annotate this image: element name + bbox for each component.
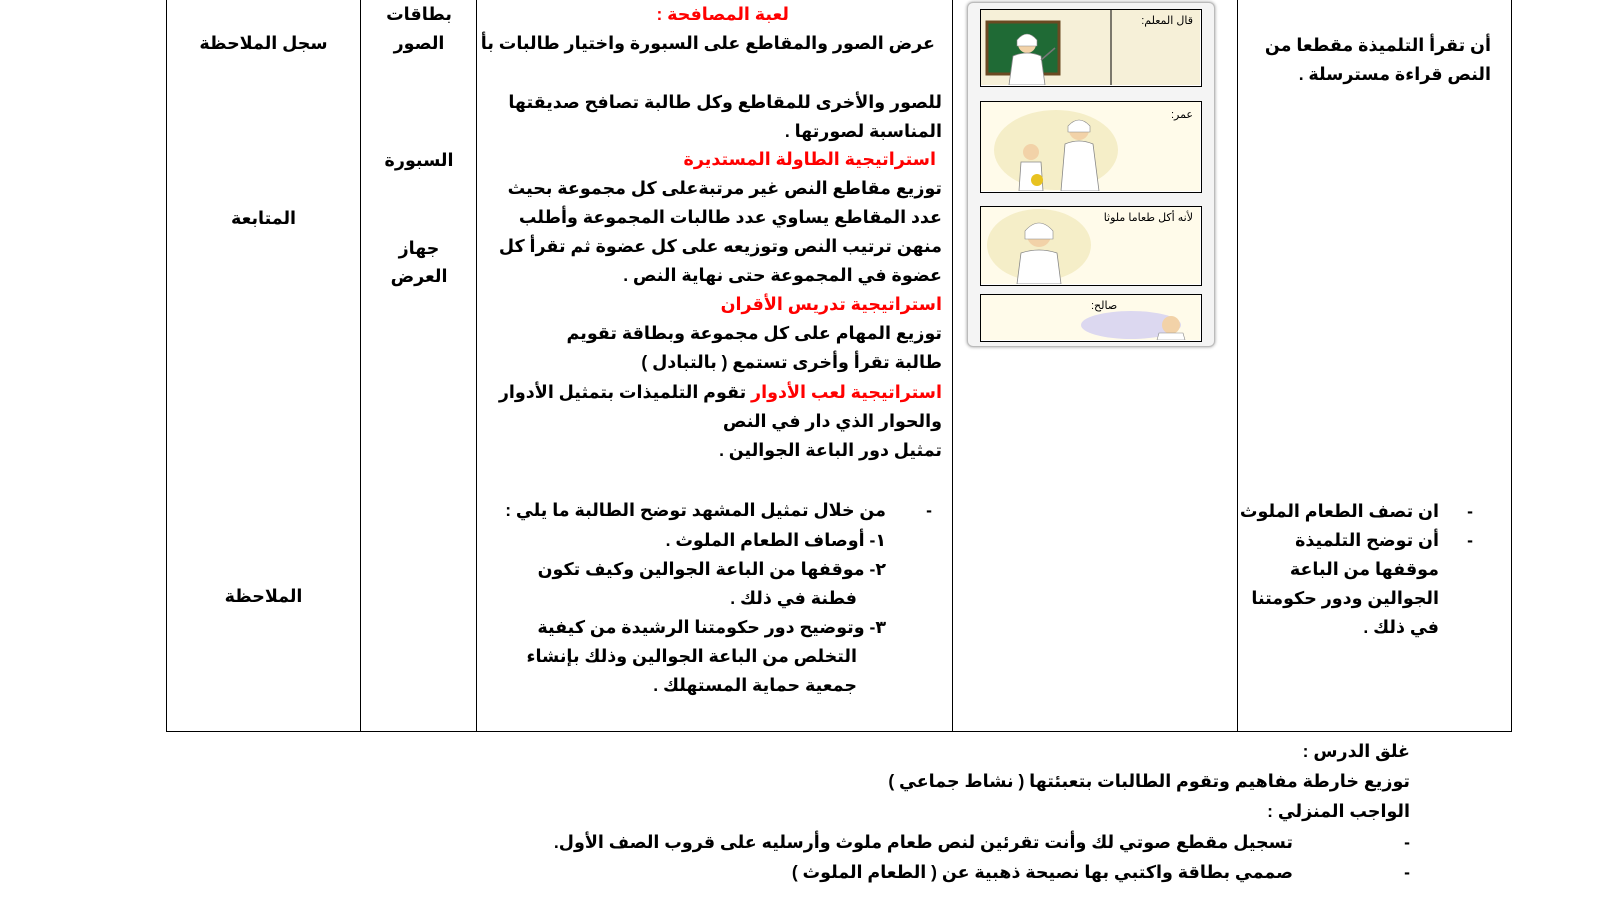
- procedures-column: [476, 0, 952, 731]
- tools-projector-line1: جهاز: [398, 238, 440, 258]
- tools-projector-line2: العرض: [390, 266, 448, 286]
- peer-teaching-line-2: طالبة تقرأ وأخرى تستمع ( بالتبادل ): [641, 352, 942, 372]
- closing-activity: توزيع خارطة مفاهيم وتقوم الطالبات بتعبئتها ( نشاط جماعي ): [888, 771, 1410, 791]
- scene-point-3-line-2: التخلص من الباعة الجوالين وذلك بإنشاء: [526, 646, 857, 666]
- story-frame-4: [980, 294, 1202, 342]
- game-line-3: المناسبة لصورتها .: [784, 121, 942, 141]
- objective-3-line-3: الجوالين ودور حكومتنا: [1251, 588, 1439, 608]
- roleplay-line-1-rest: تقوم التلميذات بتمثيل الأدوار: [498, 382, 752, 402]
- objective-3-line-1: أن توضح التلميذة: [1295, 530, 1439, 550]
- closing-title: غلق الدرس :: [1302, 741, 1410, 761]
- game-line-2: للصور والأخرى للمقاطع وكل طالبة تصافح صديقتها: [508, 92, 942, 112]
- followup-label: المتابعة: [230, 208, 297, 228]
- game-line-1: عرض الصور والمقاطع على السبورة واختيار طالبات بأ: [480, 33, 935, 53]
- objective-2-dash: -: [1467, 501, 1473, 521]
- homework-2-dash: -: [1404, 862, 1410, 882]
- observation-record-label: سجل الملاحظة: [199, 33, 328, 53]
- objective-3-dash: -: [1467, 530, 1473, 550]
- father-son-illustration: [981, 102, 1200, 191]
- objective-3-line-2: موقفها من الباعة: [1289, 559, 1439, 579]
- frame-1-caption: قال المعلم:: [1141, 15, 1193, 27]
- roleplay-line-2: والحوار الذي دار في النص: [722, 411, 942, 431]
- story-frame-3: [980, 206, 1202, 286]
- game-title: لعبة المصافحة :: [656, 4, 789, 24]
- roundtable-line-4: عضوة في المجموعة حتى نهاية النص .: [623, 265, 942, 285]
- scene-point-3-line-3: جمعية حماية المستهلك .: [653, 675, 857, 695]
- scene-point-3-line-1: ٣- وتوضيح دور حكومتنا الرشيدة من كيفية: [537, 617, 886, 637]
- homework-title: الواجب المنزلي :: [1267, 801, 1410, 821]
- lesson-table: [166, 0, 1512, 732]
- objectives-column: [1237, 0, 1513, 731]
- story-pictures-panel: [967, 2, 1215, 347]
- roleplay-title: استراتيجية لعب الأدوار: [751, 382, 942, 402]
- objective-1-line-2: النص قراءة مسترسلة .: [1298, 64, 1491, 84]
- frame-4-caption: صالح:: [1091, 300, 1118, 312]
- roleplay-line-3: تمثيل دور الباعة الجوالين .: [719, 440, 942, 460]
- homework-2: صممي بطاقة واكتبي بها نصيحة ذهبية عن ( الطعام الملوث ): [791, 862, 1293, 882]
- roundtable-line-3: منهن ترتيب النص وتوزيعه على كل عضوة ثم تقرأ كل: [498, 236, 942, 256]
- story-frame-2: [980, 101, 1202, 193]
- frame-3-caption: لأنه أكل طعاما ملوثا: [1103, 212, 1193, 224]
- roundtable-line-1: توزيع مقاطع النص غير مرتبةعلى كل مجموعة بحيث: [507, 178, 942, 198]
- homework-1-dash: -: [1404, 832, 1410, 852]
- roleplay-line-1: [499, 378, 942, 407]
- scene-intro: من خلال تمثيل المشهد توضح الطالبة ما يلي :: [505, 500, 886, 520]
- homework-1: تسجيل مقطع صوتي لك وأنت تقرئين لنص طعام ملوث وأرسليه على قروب الصف الأول.: [553, 832, 1293, 852]
- tools-column: [360, 0, 476, 731]
- scene-point-2-line-2: فطنة في ذلك .: [730, 588, 857, 608]
- tools-cards-line1: بطاقات: [386, 4, 452, 24]
- objective-1-line-1: أن تقرأ التلميذة مقطعا من: [1264, 35, 1491, 55]
- roundtable-line-2: عدد المقاطع يساوي عدد طالبات المجموعة وأطلب: [518, 207, 942, 227]
- story-frame-1: [980, 9, 1202, 87]
- observation-label: الملاحظة: [224, 586, 303, 606]
- scene-point-1: ١- أوصاف الطعام الملوث .: [665, 530, 886, 550]
- objective-2: ان تصف الطعام الملوث: [1239, 501, 1439, 521]
- scene-point-2-line-1: ٢- موقفها من الباعة الجوالين وكيف تكون: [537, 559, 886, 579]
- roundtable-title: استراتيجية الطاولة المستديرة: [683, 149, 936, 169]
- dash-marker: -: [926, 500, 932, 520]
- peer-teaching-line-1: توزيع المهام على كل مجموعة وبطاقة تقويم: [566, 323, 942, 343]
- tools-cards-line2: الصور: [393, 33, 445, 53]
- peer-teaching-title: استراتيجية تدريس الأقران: [720, 294, 942, 314]
- evaluation-column: [167, 0, 360, 731]
- tools-board: السبورة: [384, 150, 454, 170]
- frame-2-caption: عمر:: [1170, 109, 1193, 121]
- objective-3-line-4: في ذلك .: [1363, 617, 1439, 637]
